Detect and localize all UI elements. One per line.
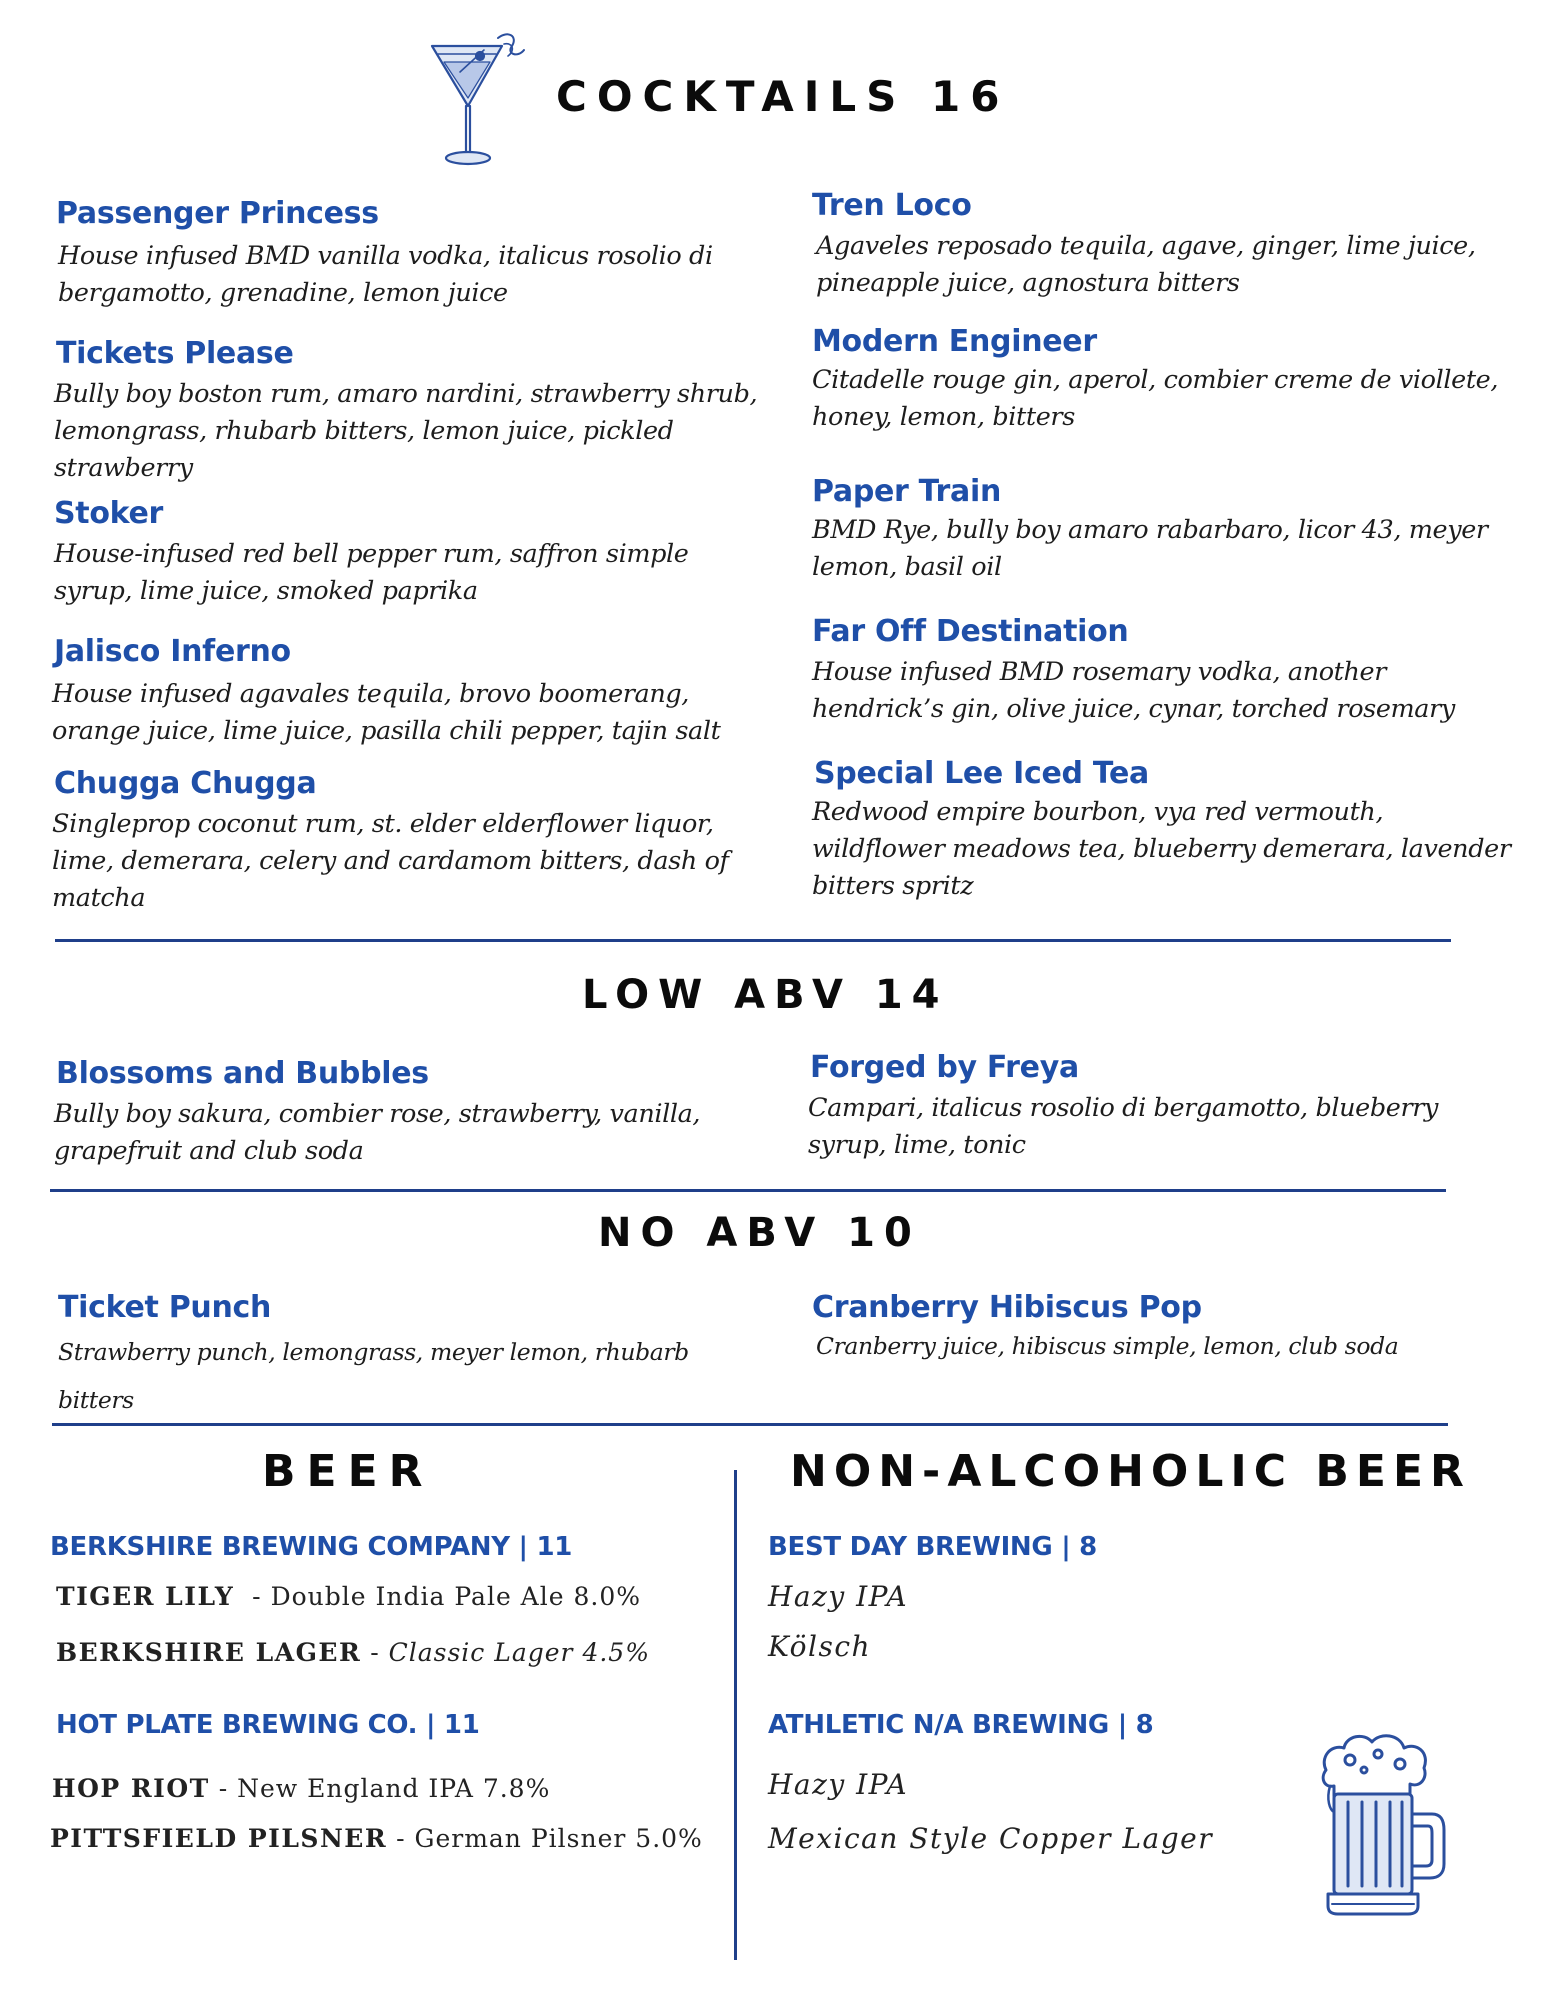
cocktail-description: House infused agavales tequila, brovo boomerang, orange juice, lime juice, pasilla chili pepper, tajin salt: [52, 679, 721, 746]
beer-name: PITTSFIELD PILSNER: [50, 1824, 388, 1853]
low-abv-item-description: Campari, italicus rosolio di bergamotto, blueberry syrup, lime, tonic: [808, 1093, 1439, 1160]
cocktail-name: Far Off Destination: [812, 614, 1129, 649]
na-beer-title: NON-ALCOHOLIC BEER: [790, 1446, 1471, 1497]
column-divider: [734, 1470, 737, 1960]
beer-item: [50, 1824, 703, 1853]
section-divider: [52, 1423, 1448, 1426]
cocktail-description: House infused BMD vanilla vodka, italicus rosolio di bergamotto, grenadine, lemon juice: [58, 241, 713, 308]
cocktail-name: Tickets Please: [56, 336, 294, 371]
na-beer-item: Kölsch: [768, 1630, 872, 1663]
no-abv-item-description: Strawberry punch, lemongrass, meyer lemon, rhubarb bitters: [58, 1338, 689, 1414]
cocktail-name: Tren Loco: [812, 188, 972, 223]
cocktail-name: Chugga Chugga: [54, 766, 317, 801]
beer-item: [56, 1638, 650, 1667]
beer-separator: -: [234, 1582, 271, 1611]
na-beer-item: Hazy IPA: [768, 1768, 909, 1801]
beer-style: Double India Pale Ale 8.0%: [270, 1582, 641, 1611]
beer-name: HOP RIOT: [52, 1774, 210, 1803]
cocktail-description: Singleprop coconut rum, st. elder elderflower liquor, lime, demerara, celery and cardamom bitters, dash of matcha: [52, 809, 729, 913]
beer-title: BEER: [262, 1446, 434, 1497]
cocktail-name: Special Lee Iced Tea: [814, 756, 1150, 791]
beer-separator: -: [361, 1638, 389, 1667]
beer-style: German Pilsner 5.0%: [414, 1824, 703, 1853]
beer-item: [56, 1582, 641, 1611]
beer-style: Classic Lager 4.5%: [388, 1638, 650, 1667]
section-divider: [55, 939, 1451, 942]
no-abv-item-description: Cranberry juice, hibiscus simple, lemon, club soda: [816, 1332, 1399, 1360]
na-beer-item: Hazy IPA: [768, 1580, 909, 1613]
no-abv-item-name: Cranberry Hibiscus Pop: [812, 1290, 1202, 1325]
cocktail-name: Stoker: [54, 496, 164, 531]
cocktail-name: Modern Engineer: [812, 324, 1097, 359]
beer-separator: -: [209, 1774, 238, 1803]
no-abv-title: NO ABV 10: [598, 1210, 921, 1256]
beer-style: New England IPA 7.8%: [237, 1774, 551, 1803]
cocktail-description: Bully boy boston rum, amaro nardini, strawberry shrub, lemongrass, rhubarb bitters, lemon juice, pickled strawberry: [54, 379, 758, 483]
beer-name: BERKSHIRE LAGER: [56, 1638, 362, 1667]
beer-mug-icon: [1316, 1730, 1448, 1920]
beer-name: TIGER LILY: [56, 1582, 235, 1611]
brewery-name: HOT PLATE BREWING CO. | 11: [56, 1710, 480, 1740]
cocktail-name: Passenger Princess: [56, 196, 379, 231]
na-beer-item: Mexican Style Copper Lager: [768, 1822, 1214, 1855]
beer-item: [52, 1774, 550, 1803]
low-abv-item-description: Bully boy sakura, combier rose, strawberry, vanilla, grapefruit and club soda: [54, 1099, 701, 1166]
cocktail-name: Paper Train: [812, 474, 1002, 509]
cocktails-title: COCKTAILS 16: [556, 72, 1010, 121]
beer-separator: -: [387, 1824, 415, 1853]
na-brewery-name: BEST DAY BREWING | 8: [768, 1532, 1097, 1562]
na-brewery-name: ATHLETIC N/A BREWING | 8: [768, 1710, 1154, 1740]
cocktail-description: Redwood empire bourbon, vya red vermouth, wildflower meadows tea, blueberry demerara, lavender bitters spritz: [812, 797, 1511, 901]
martini-glass-icon: [420, 28, 530, 173]
low-abv-title: LOW ABV 14: [582, 972, 949, 1018]
low-abv-item-name: Blossoms and Bubbles: [56, 1056, 429, 1091]
section-divider: [50, 1189, 1446, 1192]
no-abv-item-name: Ticket Punch: [58, 1290, 272, 1325]
cocktail-description: Citadelle rouge gin, aperol, combier creme de viollete, honey, lemon, bitters: [812, 365, 1499, 432]
cocktail-description: House infused BMD rosemary vodka, another hendrick’s gin, olive juice, cynar, torched rosemary: [812, 657, 1455, 724]
cocktail-description: House-infused red bell pepper rum, saffron simple syrup, lime juice, smoked paprika: [54, 539, 689, 606]
brewery-name: BERKSHIRE BREWING COMPANY | 11: [50, 1532, 573, 1562]
cocktail-description: Agaveles reposado tequila, agave, ginger, lime juice, pineapple juice, agnostura bitters: [816, 231, 1476, 298]
cocktail-description: BMD Rye, bully boy amaro rabarbaro, licor 43, meyer lemon, basil oil: [812, 515, 1488, 582]
low-abv-item-name: Forged by Freya: [810, 1050, 1079, 1085]
cocktail-name: Jalisco Inferno: [54, 634, 291, 669]
